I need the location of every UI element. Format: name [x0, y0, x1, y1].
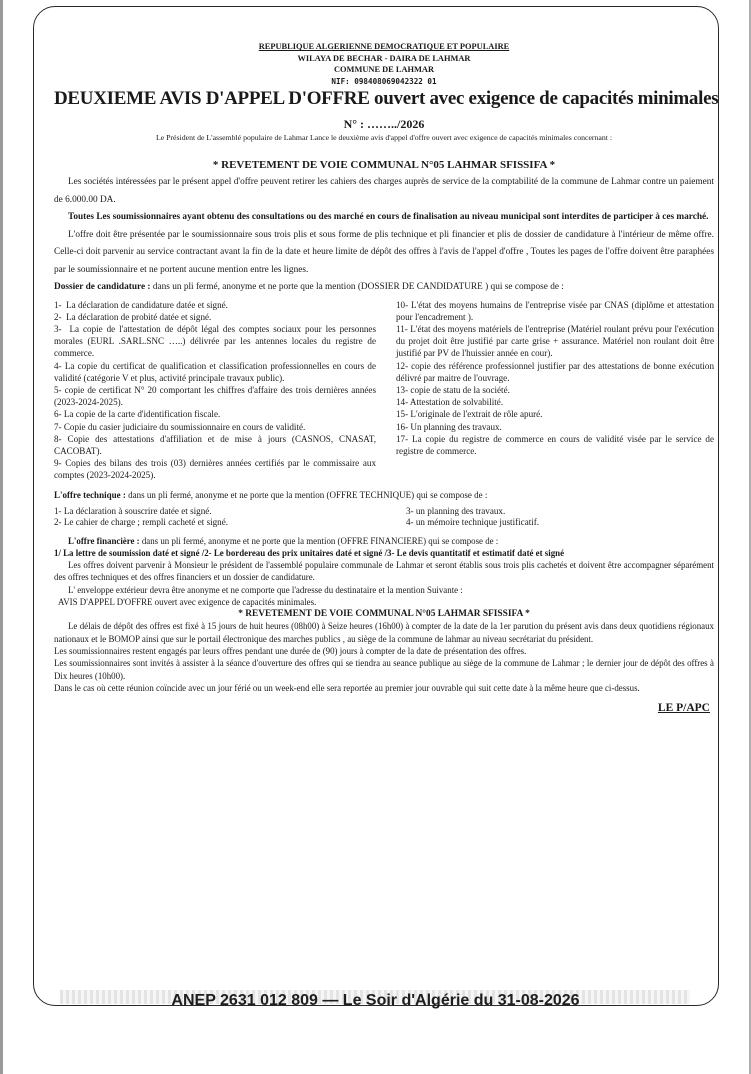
- item-number: 2-: [54, 311, 62, 322]
- item-text: Copie des attestations d'affiliation et de mise à jours (CASNOS, CNASAT, CACOBAT).: [54, 433, 376, 456]
- header-republic: REPUBLIQUE ALGERIENNE DEMOCRATIQUE ET POPULAIRE: [258, 42, 510, 51]
- list-item: [54, 421, 376, 433]
- closing-delivery: Les offres doivent parvenir à Monsieur le président de l'assemblé populaire communale de Lahmar et seront établis sous trois plis cachetés et doivent être accompagner séparément des offres techniques et des offres financiers et un dossier de candidature.: [54, 560, 714, 583]
- item-number: 10-: [396, 299, 409, 310]
- item-text: Copie du casier judiciaire du soumissionnaire en cours de validité.: [63, 421, 306, 432]
- header-commune: COMMUNE DE LAHMAR: [333, 65, 435, 74]
- notice-number: N° : ……../2026: [343, 117, 425, 131]
- list-item: [396, 433, 714, 457]
- header-nif: NIF: 098408069042322 01: [331, 76, 437, 86]
- item-number: 17-: [396, 433, 409, 444]
- technique-item: 1- La déclaration à souscrire datée et signé.: [54, 505, 212, 516]
- dossier-label: Dossier de candidature :: [54, 282, 151, 292]
- technique-text: dans un pli fermé, anonyme et ne porte que la mention (OFFRE TECHNIQUE) qui se compose de :: [125, 489, 488, 500]
- list-item: [54, 311, 376, 323]
- item-number: 11-: [396, 323, 408, 334]
- list-item: [396, 360, 714, 384]
- item-number: 1-: [54, 299, 62, 310]
- main-title: DEUXIEME AVIS D'APPEL D'OFFRE ouvert avec exigence de capacités minimales: [54, 88, 719, 109]
- closing-deadline: Le délais de dépôt des offres est fixé à 15 jours de huit heures (08h00) à Seize heures (16h00) à compter de la date de la 1er parution du présent avis dans deux quotidiens régionaux nationaux et le BOMOP ainsi que sur le portail électronique des marches publics , au siège de la commune de lahmar au niveau secrétariat du président.: [54, 621, 714, 644]
- item-text: L'état des moyens matériels de l'entreprise (Matériel roulant prévu pour l'exécution du projet doit être justifié par carte grise + assurance. Matériel non roulant doit être justifié par PV de l'huissier année en cour).: [396, 323, 714, 359]
- item-text: copie de certificat N° 20 comportant les chiffres d'affaire des trois dernières années (2023-2024-2025).: [54, 384, 376, 408]
- technique-item: 2- Le cahier de charge ; rempli cacheté et signé.: [54, 517, 229, 528]
- list-item: [396, 299, 714, 323]
- item-text: Copies des bilans des trois (03) dernières années certifiés par le commissaire aux comptes (2023-2024-2025).: [54, 458, 376, 481]
- candidature-left-column: [54, 299, 376, 482]
- closing-opening: Les soumissionnaires sont invités à assister à la séance d'ouverture des offres qui se tiendra au seance publique au siège de la commune de Lahmar ; le dernier jour de dépôt des offres à Dix heures (10h00).: [54, 658, 714, 681]
- paragraph-technique: [54, 488, 714, 502]
- candidature-right-column: [396, 299, 714, 482]
- paragraph-interdiction: Toutes Les soumissionnaires ayant obtenu des consultations ou des marché en cours de finalisation au niveau municipal sont interdites de participer à ces marché.: [68, 212, 709, 222]
- technique-item: 4- un mémoire technique justificatif.: [406, 517, 540, 528]
- closing-mention: AVIS D'APPEL D'OFFRE ouvert avec exigence de capacités minimales.: [58, 597, 317, 608]
- item-number: 7-: [54, 421, 62, 432]
- item-text: L'état des moyens humains de l'entreprise visée par CNAS (diplôme et attestation pour l'encadrement ).: [396, 299, 714, 322]
- item-number: 5-: [54, 384, 62, 395]
- list-item: [54, 360, 376, 384]
- item-text: La copie du certificat de qualification et classification professionnelles en cours de validité (catégorie V et plus, activité principale travaux public).: [54, 360, 377, 383]
- item-text: Un planning des travaux.: [410, 421, 502, 432]
- item-text: copie de statu de la société.: [410, 384, 510, 395]
- financiere-text: dans un pli fermé, anonyme et ne porte que la mention (OFFRE FINANCIERE) qui se compose de :: [139, 535, 499, 546]
- footer-reference: ANEP 2631 012 809 — Le Soir d'Algérie du 31-08-2026: [171, 992, 580, 1009]
- signature: LE P/APC: [657, 702, 710, 715]
- list-item: [54, 408, 376, 420]
- candidature-list: [54, 299, 714, 482]
- item-text: copie des référence professionnel justifier par des attestations de bonne exécution délivré par maitre de l'ouvrage.: [396, 360, 714, 383]
- item-text: La copie de l'attestation de dépôt légal des comptes sociaux pour les personnes morales (EURL .SARL.SNC …..) délivrée par les antennes locales du registre de commerce.: [54, 323, 376, 359]
- header: [54, 41, 714, 87]
- item-text: La déclaration de candidature datée et signé.: [66, 299, 228, 310]
- list-item: [396, 396, 714, 408]
- dossier-text: dans un pli fermé, anonyme et ne porte que la mention (DOSSIER DE CANDIDATURE ) qui se compose de :: [150, 282, 564, 292]
- list-item: [396, 408, 714, 420]
- closing-engagement: Les soumissionnaires restent engagés par leurs offres pendant une durée de (90) jours à compter de la date de présentation des offres.: [54, 645, 527, 656]
- list-item: [54, 384, 376, 408]
- item-number: 3-: [54, 323, 62, 334]
- financiere-items: 1/ La lettre de soumission daté et signé /2- Le bordereau des prix unitaires daté et signé /3- Le devis quantitatif et estimatif daté et signé: [54, 547, 565, 558]
- item-number: 14-: [396, 397, 409, 408]
- item-number: 15-: [396, 409, 409, 420]
- closing-project-title: * REVETEMENT DE VOIE COMMUNAL N°05 LAHMAR SFISSIFA *: [238, 609, 530, 620]
- item-number: 16-: [396, 421, 409, 432]
- notice-content: [54, 41, 719, 715]
- closing-envelope: L' enveloppe extérieur devra être anonyme et ne comporte que l'adresse du destinataire et la mention Suivante :: [68, 584, 463, 595]
- technique-row-2: [54, 517, 714, 529]
- paragraph-cahiers: Les sociétés intéressées par le présent appel d'offre peuvent retirer les cahiers des charges auprès de service de la comptabilité de la commune de Lahmar contre un paiement de 6.000.00 DA.: [54, 177, 714, 205]
- item-number: 4-: [54, 360, 62, 371]
- technique-label: L'offre technique :: [54, 489, 126, 500]
- header-wilaya: WILAYA DE BECHAR - DAIRA DE LAHMAR: [297, 53, 471, 63]
- item-text: La copie du registre de commerce en cours de validité visée par le service de registre de commerce.: [396, 433, 714, 456]
- closing-section: [54, 535, 714, 695]
- paragraph-dossier: [54, 279, 714, 297]
- item-text: Attestation de solvabilité.: [409, 397, 504, 408]
- page-left-edge: [0, 0, 3, 1074]
- list-item: [54, 299, 376, 311]
- item-number: 13-: [396, 384, 409, 395]
- item-text: La copie de la carte d'identification fiscale.: [63, 409, 221, 420]
- item-text: La déclaration de probité datée et signé.: [66, 311, 212, 322]
- closing-holiday: Dans le cas où cette réunion coïncide avec un jour férié ou un week-end elle sera reportée au premier jour ouvrable qui suit cette date à la même heure que ci-dessus.: [54, 682, 640, 693]
- financiere-label: L'offre financière :: [68, 535, 140, 546]
- item-number: 12-: [396, 360, 409, 371]
- list-item: [54, 433, 376, 457]
- list-item: [54, 457, 376, 481]
- project-title: * REVETEMENT DE VOIE COMMUNAL N°05 LAHMAR SFISSIFA *: [212, 159, 556, 171]
- list-item: [396, 421, 714, 433]
- list-item: [396, 384, 714, 396]
- item-number: 9-: [54, 458, 62, 469]
- technique-item: 3- un planning des travaux.: [406, 505, 506, 516]
- list-item: [54, 323, 376, 360]
- intro-text: Le Président de L'assemblé populaire de Lahmar Lance le deuxième avis d'appel d'offre ouvert avec exigence de capacités minimales concernant :: [155, 133, 613, 142]
- item-text: L'originale de l'extrait de rôle apuré.: [410, 409, 543, 420]
- item-number: 8-: [54, 433, 62, 444]
- paragraph-financiere: [54, 535, 714, 547]
- technique-row-1: [54, 506, 714, 518]
- notice-frame: [33, 6, 719, 1006]
- list-item: [396, 323, 714, 360]
- paragraph-offre: L'offre doit être présentée par le soumissionnaire sous trois plis et sous forme de plis technique et pli financier et plis de dossier de candidature à l'intérieur de même offre. Celle-ci doit parvenir au service contractant avant la fin de la date et heure limite de dépôt des offres à l'avis de l'appel d'offre , Toutes les pages de l'offre doivent être paraphées par le soumissionnaire et ne portent aucune mention entre les lignes.: [54, 229, 714, 275]
- item-number: 6-: [54, 409, 62, 420]
